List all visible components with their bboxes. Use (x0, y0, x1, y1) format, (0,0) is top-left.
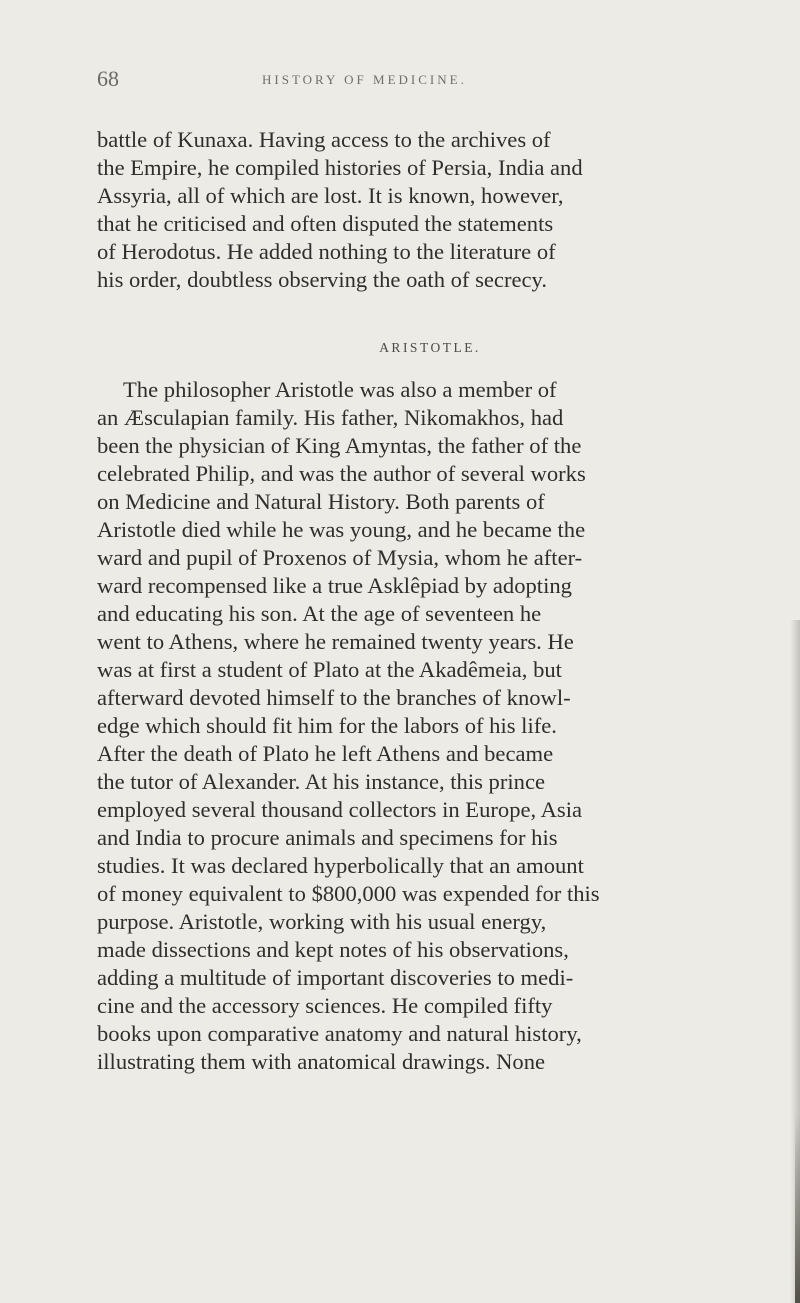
text-line: After the death of Plato he left Athens and became (97, 741, 554, 766)
text-line: on Medicine and Natural History. Both parents of (97, 489, 545, 514)
text-line: employed several thousand collectors in Europe, Asia (97, 797, 583, 822)
page-number: 68 (97, 66, 119, 91)
text-line: and educating his son. At the age of seventeen he (97, 601, 542, 626)
text-line: afterward devoted himself to the branches of knowl- (97, 685, 571, 710)
page-header (97, 66, 667, 96)
text-line: been the physician of King Amyntas, the father of the (97, 433, 582, 458)
text-line: ward and pupil of Proxenos of Mysia, whom he after- (97, 545, 583, 570)
text-line: that he criticised and often disputed the statements (97, 211, 554, 236)
text-line: the tutor of Alexander. At his instance, this prince (97, 769, 546, 794)
text-line: edge which should fit him for the labors of his life. (97, 713, 557, 738)
text-line: purpose. Aristotle, working with his usual energy, (97, 909, 547, 934)
section-heading: ARISTOTLE. (379, 340, 481, 355)
text-line: illustrating them with anatomical drawings. None (97, 1049, 546, 1074)
text-line: made dissections and kept notes of his observations, (97, 937, 569, 962)
text-line: cine and the accessory sciences. He compiled fifty (97, 993, 553, 1018)
running-head: HISTORY OF MEDICINE. (262, 72, 467, 87)
page-edge-dark (795, 1113, 800, 1303)
text-line: studies. It was declared hyperbolically that an amount (97, 853, 584, 878)
text-line: his order, doubtless observing the oath of secrecy. (97, 267, 548, 292)
text-line: ward recompensed like a true Asklêpiad by adopting (97, 573, 572, 598)
text-line: Aristotle died while he was young, and he became the (97, 517, 586, 542)
text-line: Assyria, all of which are lost. It is known, however, (97, 183, 564, 208)
text-line: went to Athens, where he remained twenty years. He (97, 629, 574, 654)
text-line: battle of Kunaxa. Having access to the archives of (97, 127, 551, 152)
text-line: celebrated Philip, and was the author of several works (97, 461, 586, 486)
text-line: books upon comparative anatomy and natural history, (97, 1021, 582, 1046)
text-line: an Æsculapian family. His father, Nikomakhos, had (97, 405, 564, 430)
text-line: of money equivalent to $800,000 was expended for this (97, 881, 600, 906)
text-line: of Herodotus. He added nothing to the literature of (97, 239, 556, 264)
text-line: was at first a student of Plato at the Akadêmeia, but (97, 657, 562, 682)
text-line: adding a multitude of important discoveries to medi- (97, 965, 574, 990)
text-line: The philosopher Aristotle was also a member of (123, 377, 557, 402)
text-line: and India to procure animals and specimens for his (97, 825, 558, 850)
text-line: the Empire, he compiled histories of Persia, India and (97, 155, 583, 180)
